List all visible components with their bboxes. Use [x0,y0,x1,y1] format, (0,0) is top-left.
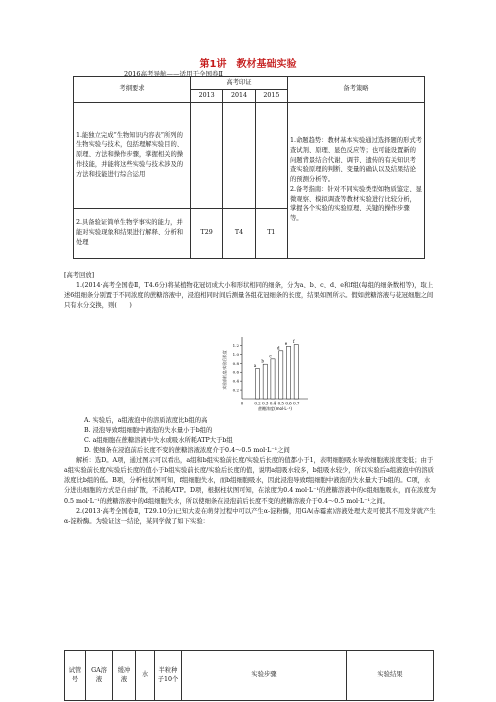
x-axis-label: 蔗糖浓度(mol·L⁻¹) [258,406,292,411]
header-year-2015: 2015 [255,89,287,102]
option-a: A. 实验后，a组液泡中的溶质浓度比b组的高 [84,417,208,424]
header-yinzheng: 高考印证 [191,77,288,90]
page-title: 第1讲 教材基础实验 [199,59,297,70]
experiment-table [64,650,434,701]
bar-chart [204,335,314,415]
col-tube: 试管号 [65,651,86,701]
question-1-options [64,416,436,527]
col-ga: GA溶液 [86,651,113,701]
header-year-2013: 2013 [191,89,223,102]
option-b: B. 浸泡导致f组细胞中液泡的失水量小于b组的 [84,427,213,435]
col-results: 实验结果 [347,651,434,701]
bar-e [286,346,290,399]
requirements-table [73,76,425,259]
header-celve: 备考策略 [288,77,425,103]
y-tick-label: 1.0 [232,351,239,357]
bar-b [263,364,267,399]
x-tick-label: 0.4 [269,400,277,406]
page-subtitle: 2016高考导航——适用于全国卷Ⅱ [124,70,223,78]
y-tick-label: 0.2 [232,387,239,393]
bar-label-c: c [269,353,272,359]
question-1 [64,271,436,311]
question-1-analysis: 解析：选D。A项，通过图示可以看出，a组和b组实验前长度/实验后长度的值都小于1，表明细胞吸水导致细胞液浓度变低；由于a组实验前长度/实验后长度的值小于b组实验前长度/实验后长度的值，说明a组吸水较多，b组吸水较少，所以实验后a组液泡中的溶质浓度比b组的低。B项，分析柱状图可知，f组细胞失水，而b组细胞吸水，因此浸泡导致f组细胞中液泡的失水量大于b组的。C项，水分进出细胞的方式是自由扩散，不消耗ATP。D项，根据柱状图可知，在浓度为0.4 mol·L⁻¹的蔗糖溶液中的c组细胞吸水，而在浓度为0.5 mol·L⁻¹的蔗糖溶液中的d组细胞失水，所以使细条在浸泡前后长度不变的蔗糖溶液介于0.4～0.5 mol·L⁻¹之间。 [64,457,436,505]
question-1-stem: 1.(2014·高考全国卷Ⅱ，T4.6分)将某植物花冠切成大小和形状相同的细条，分为a、b、c、d、e和f组(每组的细条数相等)，取上述6组细条分别置于不同浓度的蔗糖溶液中，浸泡相同时间后测量各组花冠细条的长度，结果如图所示。假如蔗糖溶液与花冠细胞之间只有水分交换，则( ) [64,282,434,310]
x-tick-label: 0.7 [293,400,300,406]
option-d: D. 使细条在浸泡前后长度不变的蔗糖溶液浓度介于0.4～0.5 mol·L⁻¹之间 [84,447,290,455]
bar-a [255,369,259,399]
col-water: 水 [136,651,155,701]
header-year-2014: 2014 [223,89,255,102]
bar-d [279,351,283,399]
col-buffer: 缓冲液 [113,651,136,701]
question-2-stem: 2.(2013·高考全国卷Ⅱ，T29.10分)已知大麦在萌芽过程中可以产生α-淀粉酶，用GA(赤霉素)溶液处理大麦可使其不用发芽就产生α-淀粉酶。为验证这一结论，某同学做了如下实验： [64,507,436,525]
strategy-cell: 1.命题趋势：教材基本实验通过选择题的形式考查试剂、原理、显色反应等；也可能设置新的问题背景结合代谢、调节、遗传的有关知识考查实验原理的判断、变量的确认以及结果结论的预测分析等。 2.备考指南：针对不同实验类型如物质鉴定、显微观察、模拟调查等教材实验进行比较分析，掌握各个实验的实验原理、关键的操作步骤等。 [288,102,425,258]
x-tick-label: 0.6 [285,400,292,406]
bar-label-f: f [292,339,295,345]
col-steps: 实验步骤 [182,651,347,701]
x-tick-label: 0 [240,400,244,406]
x-tick-label: 0.5 [277,400,284,406]
bar-label-d: d [276,345,280,351]
bar-label-a: a [253,363,257,369]
bar-c [271,359,275,399]
requirement-1: 1.能独立完成“生物知识内容表”所列的生物实验与技术，包括理解实验目的、原理、方法和操作步骤，掌握相关的操作技能，并能将这些实验与技术涉及的方法和技能进行综合运用 [74,102,191,208]
bar-label-e: e [284,340,288,346]
year-2013-ref: T29 [191,208,223,258]
x-tick-label: 0.2 [254,400,261,406]
year-2014-ref: T4 [223,208,255,258]
bar-f [294,345,298,399]
y-tick-label: 0.8 [232,360,239,366]
y-tick-label: 0.4 [232,378,239,384]
x-tick-label: 0.3 [262,400,269,406]
option-c: C. a组细胞在蔗糖溶液中失水或吸水所耗ATP大于b组 [84,437,233,445]
bar-label-b: b [261,358,265,364]
y-tick-label: 0.6 [232,369,239,375]
requirement-2: 2.具备验证简单生物学事实的能力，并能对实验现象和结果进行解释、分析和处理 [74,208,191,258]
section-header: [高考回放] [64,272,95,279]
col-seeds: 半粒种子10个 [155,651,182,701]
y-axis-label: 实验前长度/实验后长度 [222,350,227,390]
header-kaocha: 考纲要求 [74,77,191,103]
y-tick-label: 1.2 [232,342,239,348]
year-2015-ref: T1 [255,208,287,258]
